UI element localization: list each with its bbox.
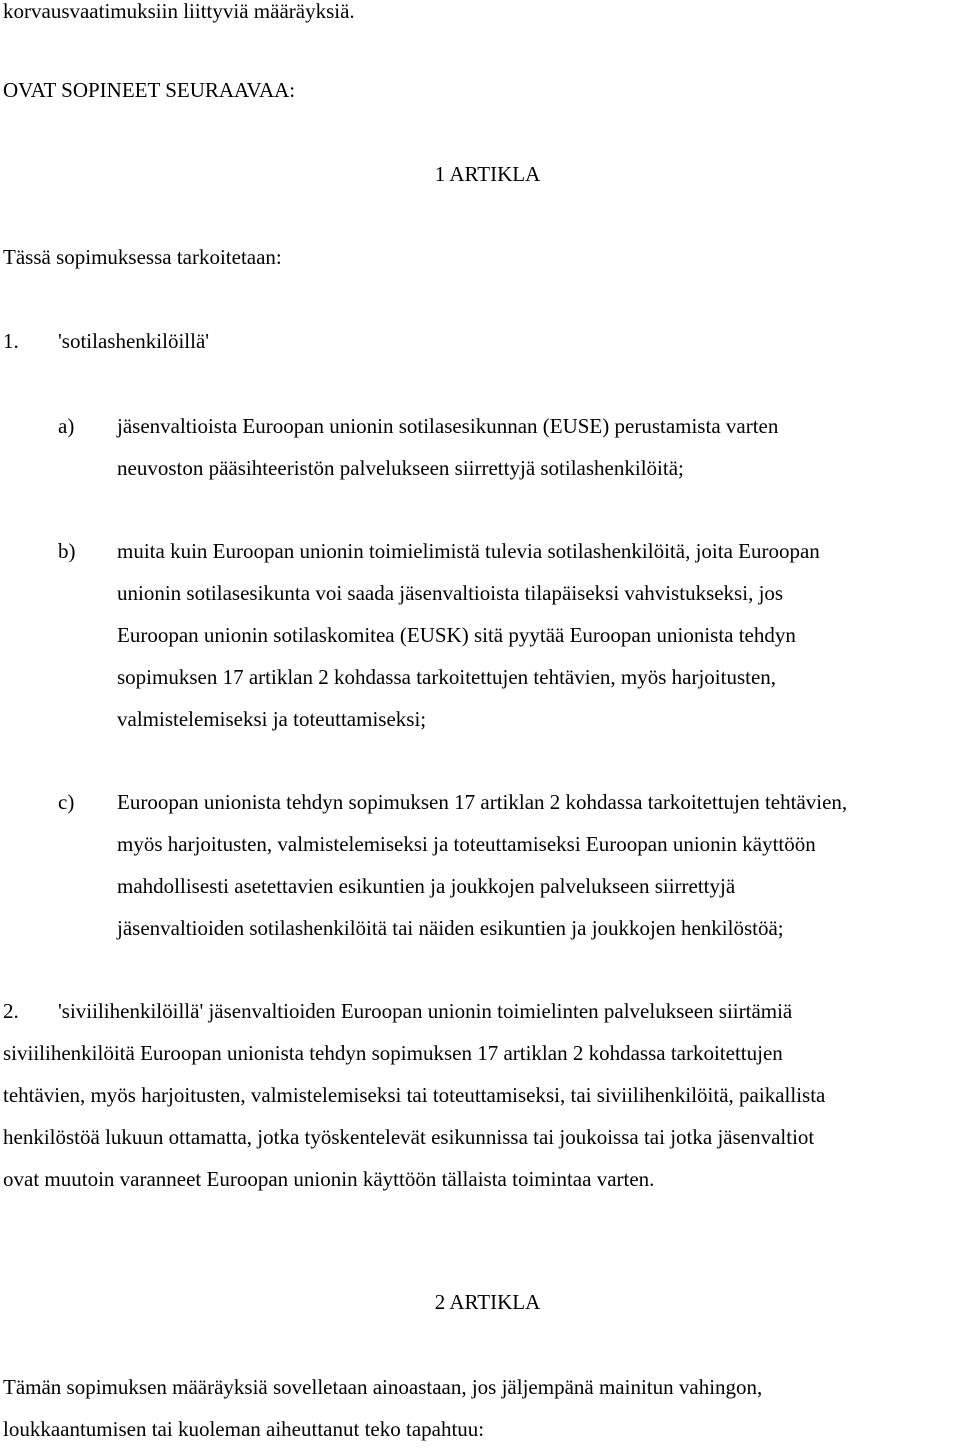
item-2-line: ovat muutoin varanneet Euroopan unionin käyttöön tällaista toimintaa varten. <box>3 1167 655 1191</box>
sub-item-a-line: neuvoston pääsihteeristön palvelukseen siirrettyjä sotilashenkilöitä; <box>117 456 684 480</box>
sub-item-c-line: myös harjoitusten, valmistelemiseksi ja toteuttamiseksi Euroopan unionin käyttöön <box>117 832 816 856</box>
item-2-number: 2. <box>3 999 19 1023</box>
sub-item-b-line: unionin sotilasesikunta voi saada jäsenvaltioista tilapäiseksi vahvistukseksi, jos <box>117 581 784 605</box>
sub-item-b-text <box>117 530 960 740</box>
article-2-text <box>3 1366 958 1450</box>
sub-item-c-label: c) <box>58 790 75 814</box>
sub-item-c-line: mahdollisesti asetettavien esikuntien ja joukkojen palvelukseen siirrettyjä <box>117 874 736 898</box>
sub-item-c-line: jäsenvaltioiden sotilashenkilöitä tai näiden esikuntien ja joukkojen henkilöstöä; <box>117 916 784 940</box>
sub-item-b-label: b) <box>58 539 76 563</box>
sub-item-c-text <box>117 781 960 949</box>
sub-item-c-line: Euroopan unionista tehdyn sopimuksen 17 artiklan 2 kohdassa tarkoitettujen tehtävien, <box>117 790 848 814</box>
agreed-heading: OVAT SOPINEET SEURAAVAA: <box>3 78 296 102</box>
article-2-heading: 2 ARTIKLA <box>434 1290 541 1314</box>
article-2-line: Tämän sopimuksen määräyksiä sovelletaan ainoastaan, jos jäljempänä mainitun vahingon, <box>3 1375 763 1399</box>
sub-item-b-line: Euroopan unionin sotilaskomitea (EUSK) sitä pyytää Euroopan unionista tehdyn <box>117 623 796 647</box>
item-1-number: 1. <box>3 329 19 353</box>
sub-item-a-line: jäsenvaltioista Euroopan unionin sotilasesikunnan (EUSE) perustamista varten <box>117 414 779 438</box>
article-1-lead: Tässä sopimuksessa tarkoitetaan: <box>3 245 282 269</box>
intro-tail-text: korvausvaatimuksiin liittyviä määräyksiä. <box>3 0 355 23</box>
item-2-line: siviilihenkilöitä Euroopan unionista tehdyn sopimuksen 17 artiklan 2 kohdassa tarkoitettujen <box>3 1041 783 1065</box>
item-2-line: henkilöstöä lukuun ottamatta, jotka työskentelevät esikunnissa tai joukoissa tai jotka jäsenvaltiot <box>3 1125 815 1149</box>
article-2-line: loukkaantumisen tai kuoleman aiheuttanut teko tapahtuu: <box>3 1417 485 1441</box>
sub-item-b-line: valmistelemiseksi ja toteuttamiseksi; <box>117 707 427 731</box>
item-1-term: 'sotilashenkilöillä' <box>58 329 210 353</box>
sub-item-a-label: a) <box>58 414 75 438</box>
item-2-line: tehtävien, myös harjoitusten, valmistelemiseksi tai toteuttamiseksi, tai siviilihenkilöitä, paikallista <box>3 1083 826 1107</box>
article-1-heading: 1 ARTIKLA <box>434 162 541 186</box>
item-2-line: 'siviilihenkilöillä' jäsenvaltioiden Euroopan unionin toimielinten palvelukseen siirtämiä <box>58 999 793 1023</box>
sub-item-b-line: sopimuksen 17 artiklan 2 kohdassa tarkoitettujen tehtävien, myös harjoitusten, <box>117 665 777 689</box>
sub-item-a-text <box>117 405 960 489</box>
item-2-text <box>3 990 958 1200</box>
sub-item-b-line: muita kuin Euroopan unionin toimielimistä tulevia sotilashenkilöitä, joita Euroopan <box>117 539 820 563</box>
